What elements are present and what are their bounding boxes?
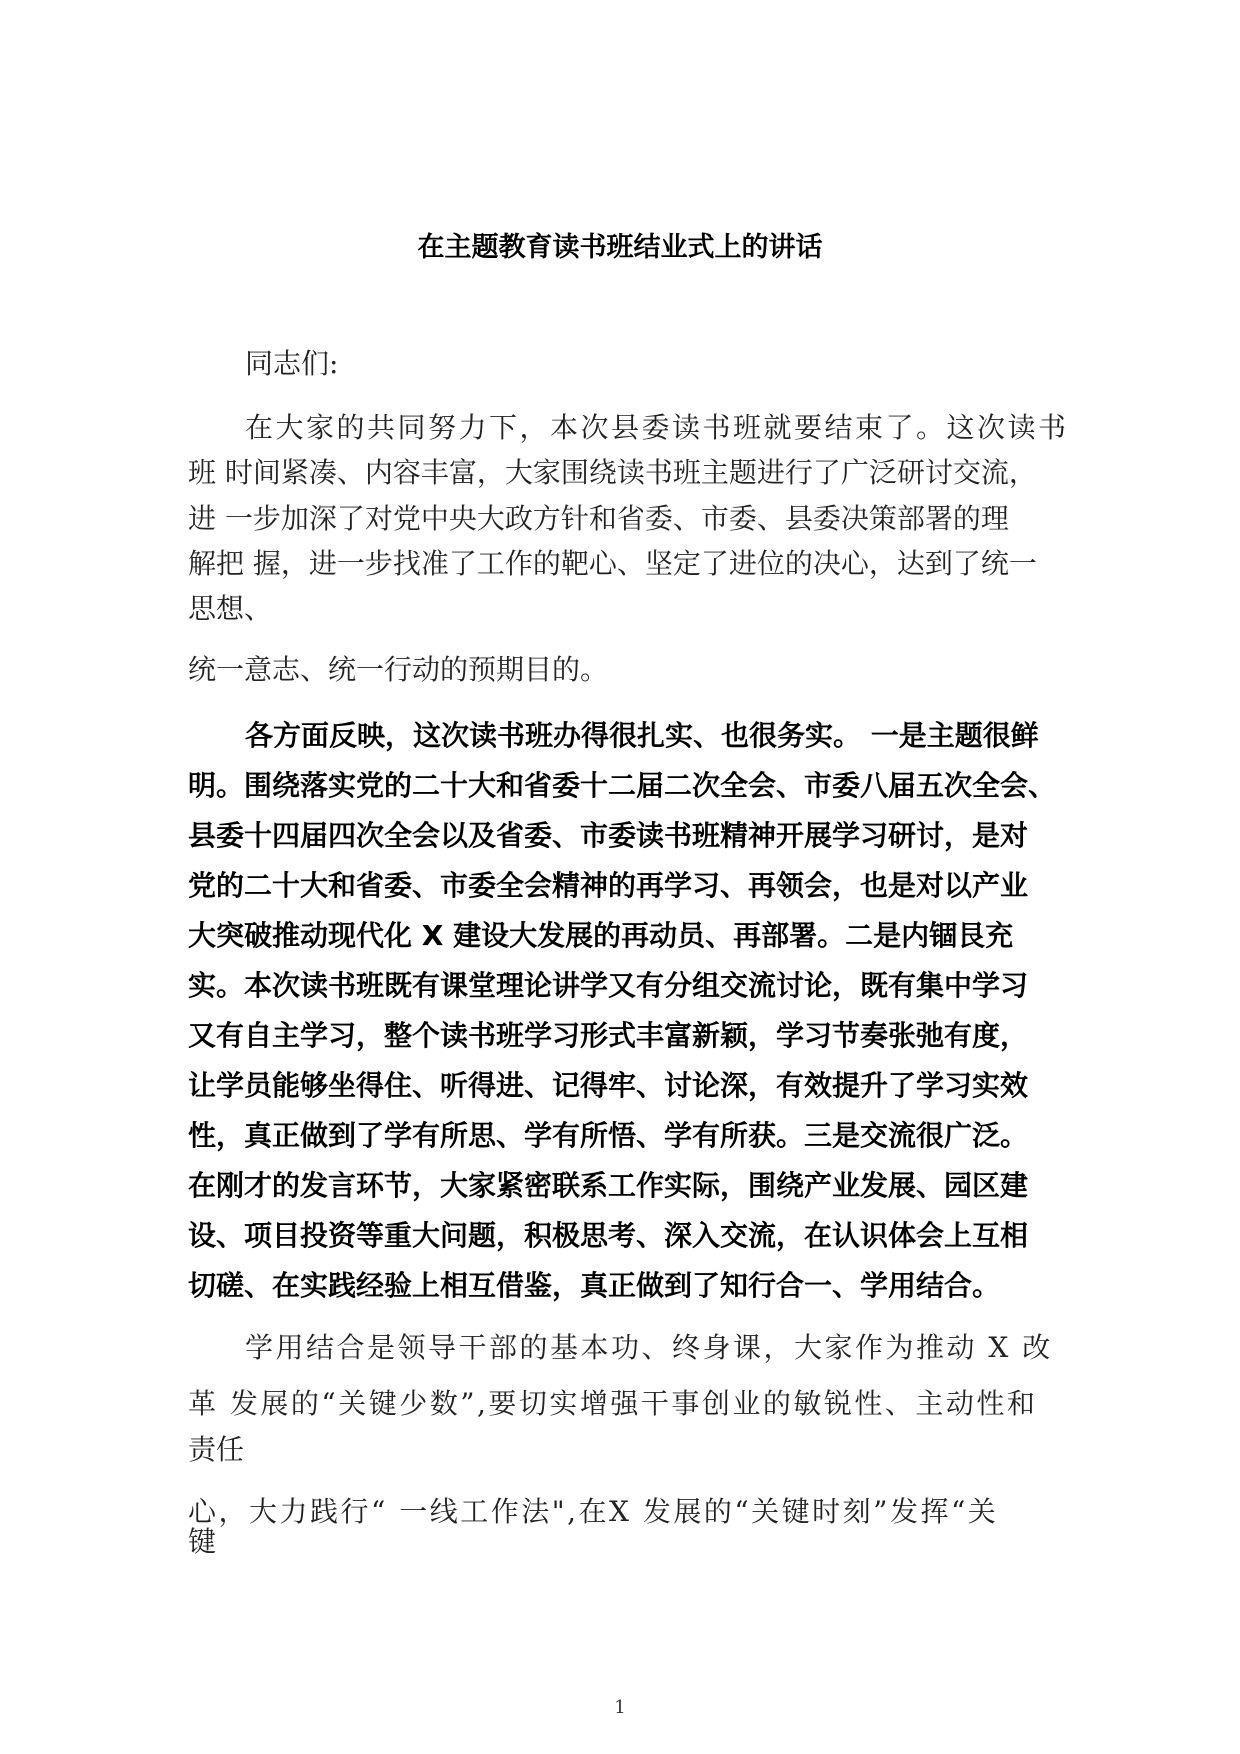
paragraph-2-line: 党的二十大和省委、市委全会精神的再学习、再领会，也是对以产业 <box>188 869 1029 902</box>
paragraph-3-line: 心，大力践行“ 一线工作法",在X 发展的“关键时刻”发挥“关 <box>188 1495 999 1528</box>
paragraph-3-line: 键 <box>188 1525 217 1558</box>
paragraph-1-line: 进 一步加深了对党中央大政方针和省委、市委、县委决策部署的理 <box>188 502 1009 535</box>
paragraph-3-line: 学用结合是领导干部的基本功、终身课，大家作为推动 X 改 <box>245 1331 1053 1364</box>
paragraph-2-line: 切磋、在实践经验上相互借鉴，真正做到了知行合一、学用结合。 <box>188 1269 1001 1302</box>
paragraph-2-line: 性，真正做到了学有所思、学有所悟、学有所获。三是交流很广泛。 <box>188 1119 1029 1152</box>
paragraph-2-line: 又有自主学习，整个读书班学习形式丰富新颖，学习节奏张弛有度， <box>188 1019 1029 1052</box>
paragraph-3-line: 责任 <box>188 1433 245 1466</box>
paragraph-2-line: 实。本次读书班既有课堂理论讲学又有分组交流讨论，既有集中学习 <box>188 969 1029 1002</box>
paragraph-1-line: 解把 握，进一步找准了工作的靶心、坚定了进位的决心，达到了统一 <box>188 547 1037 580</box>
paragraph-2-line: 在刚才的发言环节，大家紧密联系工作实际，围绕产业发展、园区建 <box>188 1169 1029 1202</box>
paragraph-2-line: 让学员能够坐得住、听得进、记得牢、讨论深，有效提升了学习实效 <box>188 1069 1029 1102</box>
paragraph-1-line: 统一意志、统一行动的预期目的。 <box>188 653 609 686</box>
salutation: 同志们: <box>245 347 339 380</box>
document-title: 在主题教育读书班结业式上的讲话 <box>417 232 823 263</box>
page-number: 1 <box>614 1697 626 1718</box>
paragraph-1-line: 在大家的共同努力下，本次县委读书班就要结束了。这次读书 <box>245 411 1069 444</box>
paragraph-1-line: 班 时间紧凑、内容丰富，大家围绕读书班主题进行了广泛研讨交流， <box>188 456 1037 489</box>
paragraph-3-line: 革 发展的“关键少数”,要切实增强干事创业的敏锐性、主动性和 <box>188 1387 1038 1420</box>
paragraph-2-line: 明。围绕落实党的二十大和省委十二届二次全会、市委八届五次全会、 <box>188 769 1057 802</box>
paragraph-1-line: 思想、 <box>188 592 273 625</box>
paragraph-2-line: 各方面反映，这次读书班办得很扎实、也很务实。 一是主题很鲜 <box>245 719 1039 752</box>
paragraph-2-line: 设、项目投资等重大问题，积极思考、深入交流，在认识体会上互相 <box>188 1219 1029 1252</box>
paragraph-2-line: 大突破推动现代化 X 建设大发展的再动员、再部署。二是内锢艮充 <box>188 919 1014 952</box>
paragraph-2-line: 县委十四届四次全会以及省委、市委读书班精神开展学习研讨，是对 <box>188 819 1029 852</box>
